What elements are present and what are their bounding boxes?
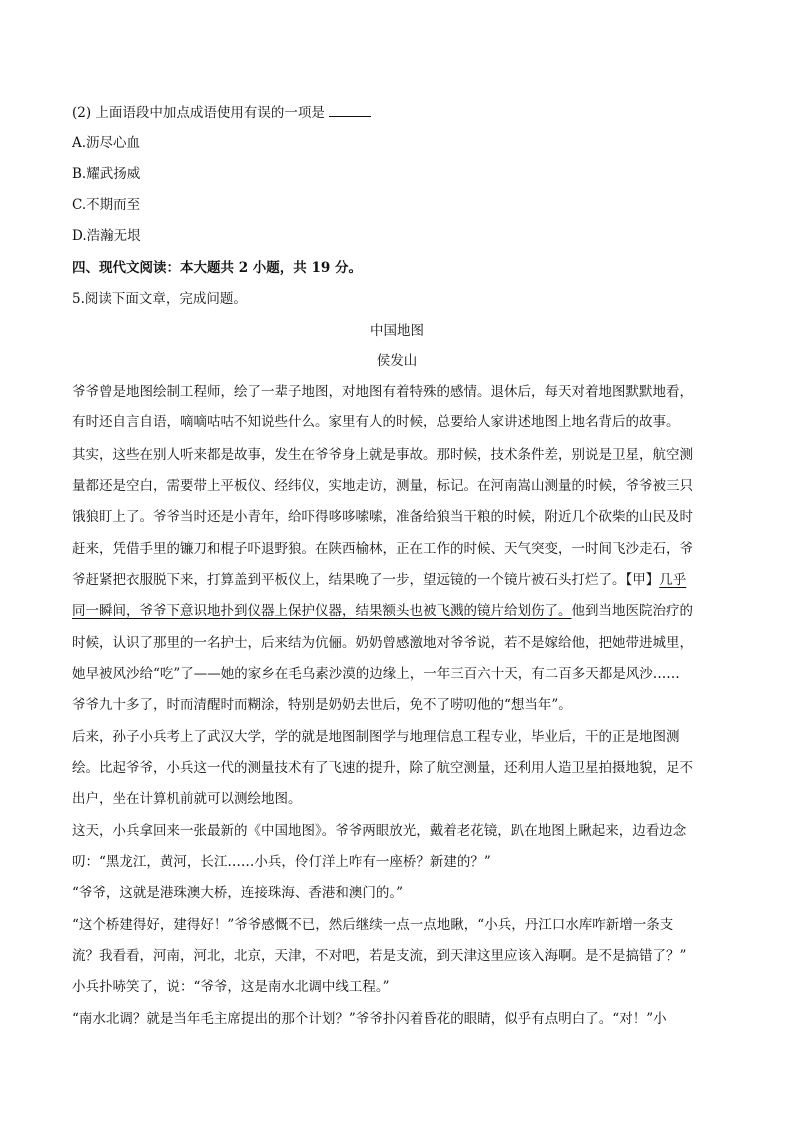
article-line: “这个桥建得好，建得好！”爷爷感慨不已，然后继续一点一点地瞅，“小兵，丹江口水库咋新增一条支 [72,917,674,933]
article-line: 小兵扑哧笑了，说：“爷爷，这是南水北调中线工程。” [72,979,390,995]
article-line-text: 爷赶紧把衣服脱下来，打算盖到平板仪上，结果晚了一步，望远镜的一个镜片被石头打烂了。【甲】 [72,572,660,588]
option-a: A.沥尽心血 [72,135,141,151]
article-line: 叨：“黑龙江，黄河，长江……小兵，伶仃洋上咋有一座桥？新建的？” [72,854,491,870]
article-author: 侯发山 [376,353,418,369]
option-c: C.不期而至 [72,197,141,213]
article-line: “爷爷，这就是港珠澳大桥，连接珠海、香港和澳门的。” [72,885,404,901]
article-line: “南水北调？就是当年毛主席提出的那个计划？”爷爷扑闪着昏花的眼睛，似乎有点明白了。“对！”小 [72,1011,667,1027]
option-b: B.耀武扬威 [72,166,141,182]
article-line: 其实，这些在别人听来都是故事，发生在爷爷身上就是事故。那时候，技术条件差，别说是卫星，航空测 [72,447,693,463]
underlined-passage-start: 几乎 [659,572,687,588]
section-heading: 四、现代文阅读：本大题共 2 小题，共 19 分。 [72,260,362,276]
article-line: 出户，坐在计算机前就可以测绘地图。 [72,791,302,807]
article-line: 爷爷九十多了，时而清醒时而糊涂，特别是奶奶去世后，免不了唠叨他的“想当年”。 [72,697,572,713]
article-line: 时候，认识了那里的一名护士，后来结为伉俪。奶奶曾感激地对爷爷说，若不是嫁给他，把她带进城里， [72,635,693,651]
section-instruction: 5.阅读下面文章，完成问题。 [72,291,247,307]
article-line: 绘。比起爷爷，小兵这一代的测量技术有了飞速的提升，除了航空测量，还利用人造卫星拍摄地貌，足不 [72,760,693,776]
answer-blank [329,104,371,117]
option-d: D.浩瀚无垠 [72,228,141,244]
article-line: 流？我看看，河南，河北，北京，天津，不对吧，若是支流，到天津这里应该入海啊。是不是搞错了？” [72,948,687,964]
article-line-with-marker [72,571,732,589]
article-line: 后来，孙子小兵考上了武汉大学，学的就是地图制图学与地理信息工程专业，毕业后，干的正是地图测 [72,729,680,745]
article-line: 量都还是空白，需要带上平板仪、经纬仪，实地走访，测量，标记。在河南嵩山测量的时候，爷爷被三只 [72,478,693,494]
article-line: 赶来，凭借手里的镰刀和棍子吓退野狼。在陕西榆林，正在工作的时候、天气突变，一时间飞沙走石，爷 [72,541,693,557]
article-line: 有时还自言自语，嘀嘀咕咕不知说些什么。家里有人的时候，总要给人家讲述地图上地名背后的故事。 [72,414,680,430]
article-line: 饿狼盯上了。爷爷当时还是小青年，给吓得哆哆嗦嗦，准备给狼当干粮的时候，附近几个砍柴的山民及时 [72,509,693,525]
article-line: 爷爷曾是地图绘制工程师，绘了一辈子地图，对地图有着特殊的感情。退休后，每天对着地图默默地看， [72,384,693,400]
article-line-text: 他到当地医院治疗的 [571,603,693,619]
article-line: 她早被风沙给“吃”了——她的家乡在毛乌素沙漠的边缘上，一年三百六十天，有二百多天都是风沙…… [72,666,680,682]
question-stem [72,104,732,122]
article-line: 这天，小兵拿回来一张最新的《中国地图》。爷爷两眼放光，戴着老花镜，趴在地图上瞅起来，边看边念 [72,823,687,839]
underlined-passage: 同一瞬间，爷爷下意识地扑到仪器上保护仪器，结果额头也被飞溅的镜片给划伤了。 [72,603,572,619]
article-line-underlined [72,602,732,620]
article-title: 中国地图 [370,323,424,339]
question-stem-text: (2) 上面语段中加点成语使用有误的一项是 [72,105,325,121]
